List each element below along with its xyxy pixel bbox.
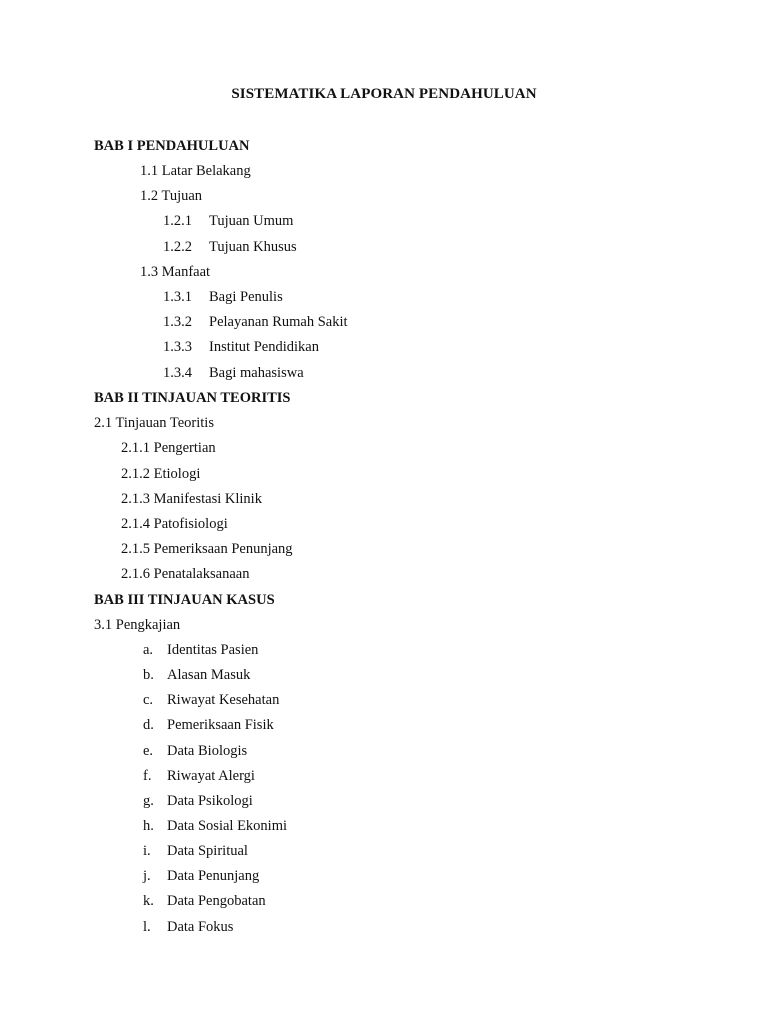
subsection-1-3-3 (163, 337, 319, 357)
list-item-text: Data Pengobatan (167, 893, 266, 909)
list-item (143, 766, 255, 786)
list-item-text: Data Psikologi (167, 793, 253, 809)
list-marker: l. (143, 919, 151, 935)
list-item (143, 791, 253, 811)
subsection-2-1-1: 2.1.1 Pengertian (121, 440, 216, 456)
list-item-text: Pemeriksaan Fisik (167, 717, 274, 733)
section-3-1: 3.1 Pengkajian (94, 617, 181, 633)
list-item-text: Data Fokus (167, 919, 234, 935)
list-item (143, 917, 233, 937)
subsection-text: Institut Pendidikan (209, 339, 319, 355)
subsection-1-2-2 (163, 237, 297, 257)
subsection-2-1-2: 2.1.2 Etiologi (121, 466, 201, 482)
list-marker: f. (143, 768, 152, 784)
subsection-number: 1.3.2 (163, 314, 192, 330)
subsection-number: 1.2.1 (163, 213, 192, 229)
subsection-2-1-4: 2.1.4 Patofisiologi (121, 516, 228, 532)
list-item-text: Data Sosial Ekonimi (167, 818, 288, 834)
list-item (143, 690, 279, 710)
chapter-heading-bab1: BAB I PENDAHULUAN (94, 138, 250, 154)
subsection-number: 1.3.1 (163, 289, 192, 305)
list-item (143, 891, 266, 911)
list-marker: e. (143, 743, 154, 759)
list-item-text: Alasan Masuk (167, 667, 251, 683)
subsection-number: 1.3.4 (163, 365, 192, 381)
list-item-text: Riwayat Alergi (167, 768, 255, 784)
list-item (143, 715, 274, 735)
list-item (143, 816, 287, 836)
subsection-2-1-5: 2.1.5 Pemeriksaan Penunjang (121, 541, 293, 557)
subsection-text: Tujuan Umum (209, 213, 294, 229)
subsection-text: Pelayanan Rumah Sakit (209, 314, 348, 330)
subsection-text: Bagi Penulis (209, 289, 283, 305)
list-item (143, 640, 258, 660)
subsection-1-3-1 (163, 287, 283, 307)
list-marker: j. (143, 868, 151, 884)
list-item-text: Data Biologis (167, 743, 248, 759)
subsection-2-1-3: 2.1.3 Manifestasi Klinik (121, 491, 262, 507)
section-1-1: 1.1 Latar Belakang (140, 163, 251, 179)
list-item (143, 741, 247, 761)
subsection-number: 1.3.3 (163, 339, 192, 355)
subsection-2-1-6: 2.1.6 Penatalaksanaan (121, 566, 250, 582)
list-item-text: Data Penunjang (167, 868, 260, 884)
section-2-1: 2.1 Tinjauan Teoritis (94, 415, 214, 431)
chapter-heading-bab3: BAB III TINJAUAN KASUS (94, 592, 275, 608)
list-marker: h. (143, 818, 154, 834)
subsection-number: 1.2.2 (163, 239, 192, 255)
subsection-1-3-4 (163, 363, 304, 383)
list-marker: i. (143, 843, 151, 859)
list-marker: k. (143, 893, 154, 909)
list-item (143, 665, 250, 685)
subsection-1-3-2 (163, 312, 348, 332)
list-item-text: Data Spiritual (167, 843, 248, 859)
list-item (143, 866, 259, 886)
list-item (143, 841, 248, 861)
subsection-text: Tujuan Khusus (209, 239, 297, 255)
document-title: SISTEMATIKA LAPORAN PENDAHULUAN (231, 86, 537, 102)
list-marker: d. (143, 717, 154, 733)
section-1-3: 1.3 Manfaat (140, 264, 211, 280)
chapter-heading-bab2: BAB II TINJAUAN TEORITIS (94, 390, 291, 406)
subsection-text: Bagi mahasiswa (209, 365, 304, 381)
subsection-1-2-1 (163, 211, 293, 231)
list-item-text: Identitas Pasien (167, 642, 259, 658)
list-marker: c. (143, 692, 154, 708)
section-1-2: 1.2 Tujuan (140, 188, 203, 204)
list-item-text: Riwayat Kesehatan (167, 692, 280, 708)
list-marker: g. (143, 793, 154, 809)
list-marker: a. (143, 642, 154, 658)
list-marker: b. (143, 667, 154, 683)
